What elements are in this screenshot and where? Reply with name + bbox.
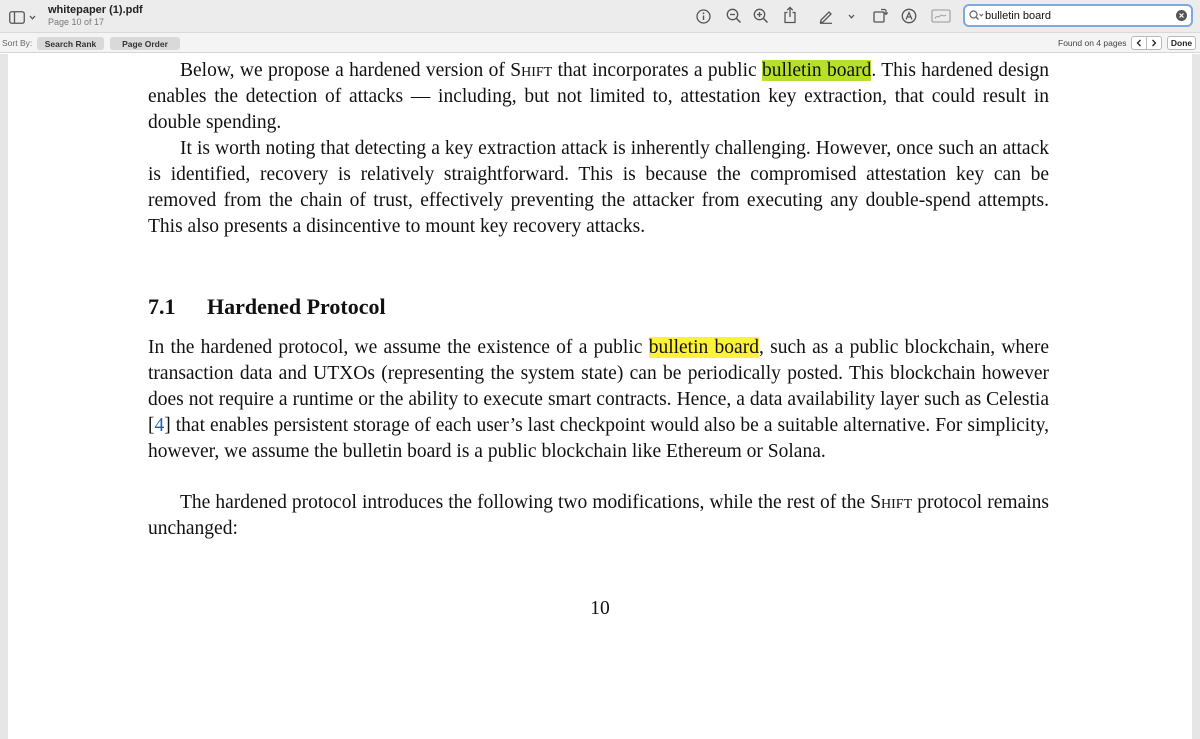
info-icon: [696, 9, 711, 24]
search-match[interactable]: bulletin board: [648, 337, 759, 358]
rotate-icon: [872, 7, 888, 23]
share-icon: [783, 6, 797, 24]
page-indicator: Page 10 of 17: [48, 17, 105, 27]
zoom-in-button[interactable]: [752, 7, 770, 25]
paragraph-3-text-a: In the hardened protocol, we assume the existence of a public: [148, 337, 649, 358]
paragraph-2: [148, 136, 1049, 240]
markup-menu-button[interactable]: [845, 10, 857, 22]
pdf-page: [8, 54, 1192, 739]
chevron-left-icon: [1132, 39, 1146, 47]
paragraph-4-text-b: protocol remains unchanged:: [148, 492, 1049, 539]
paragraph-1-text-b: that incorporates a public: [552, 60, 763, 81]
paragraph-2-text: It is worth noting that detecting a key extraction attack is inherently challenging. However, once such an attack is identified, recovery is relatively straightforward. This is because the compromised attestation key can be removed from the chain of trust, effectively preventing the attacker from executing any double-spend attempts. This also presents a disincentive to mount key recovery attacks.: [148, 138, 1049, 237]
chevron-down-icon: [848, 14, 855, 19]
search-icon: [969, 10, 984, 21]
section-number: 7.1: [148, 294, 176, 319]
signature-icon: [931, 9, 951, 23]
paragraph-1: [148, 58, 1049, 136]
sort-search-rank-button[interactable]: Search Rank: [37, 37, 104, 50]
sort-by-label: Sort By:: [2, 38, 33, 48]
document-viewport[interactable]: [0, 54, 1200, 739]
clear-search-icon[interactable]: [1176, 10, 1187, 21]
markup-button[interactable]: [817, 7, 835, 25]
signature-button[interactable]: [930, 8, 952, 24]
section-title: Hardened Protocol: [207, 294, 386, 319]
paragraph-4: [148, 490, 1049, 542]
next-match-button[interactable]: [1146, 37, 1161, 49]
paragraph-1-text-c: . This hardened design enables the detection of attacks — including, but not limited to, attestation key extraction, that could result in double spending.: [148, 60, 1050, 133]
document-title[interactable]: whitepaper (1).pdf: [48, 4, 143, 16]
paragraph-3-text-b: , such as a public blockchain, where transaction data and UTXOs (representing the system state) can be periodically posted. This blockchain however does not require a runtime or the ability to execute smart contracts. Hence, a data availability layer such as Celestia [: [148, 337, 1049, 436]
paragraph-4-text-a: The hardened protocol introduces the following two modifications, while the rest of the: [180, 492, 871, 513]
section-heading: [148, 294, 386, 320]
search-results-bar: [0, 33, 1200, 53]
share-button[interactable]: [781, 5, 799, 25]
annotate-icon: [901, 8, 917, 24]
toolbar: [0, 0, 1200, 33]
search-field[interactable]: [963, 4, 1193, 27]
previous-match-button[interactable]: [1132, 37, 1146, 49]
chevron-down-icon: [29, 15, 36, 20]
rotate-button[interactable]: [871, 6, 889, 24]
info-button[interactable]: [694, 7, 712, 25]
paragraph-3: [148, 335, 1049, 465]
chevron-right-icon: [1147, 39, 1161, 47]
sidebar-toggle-button[interactable]: [8, 8, 36, 26]
annotate-button[interactable]: [900, 7, 918, 25]
search-match-current[interactable]: bulletin board: [762, 60, 872, 81]
shift-name: Shift: [870, 492, 913, 513]
zoom-in-icon: [753, 8, 769, 24]
done-button[interactable]: Done: [1167, 36, 1196, 50]
match-navigation: [1131, 36, 1162, 50]
found-count: Found on 4 pages: [1058, 38, 1127, 48]
citation-link[interactable]: 4: [154, 415, 165, 436]
zoom-out-button[interactable]: [725, 7, 743, 25]
page-number: 10: [590, 598, 610, 619]
sort-page-order-button[interactable]: Page Order: [110, 37, 180, 50]
paragraph-3-text-c: ] that enables persistent storage of each user’s last checkpoint would also be a suitable alternative. For simplicity, however, we assume the bulletin board is a public blockchain like Ethereum or Solana.: [148, 415, 1049, 462]
search-input[interactable]: [985, 8, 1165, 23]
paragraph-1-text-a: Below, we propose a hardened version of: [180, 60, 511, 81]
shift-name: Shift: [510, 60, 553, 81]
markup-pen-icon: [818, 8, 834, 24]
sidebar-icon: [9, 11, 25, 24]
zoom-out-icon: [726, 8, 742, 24]
